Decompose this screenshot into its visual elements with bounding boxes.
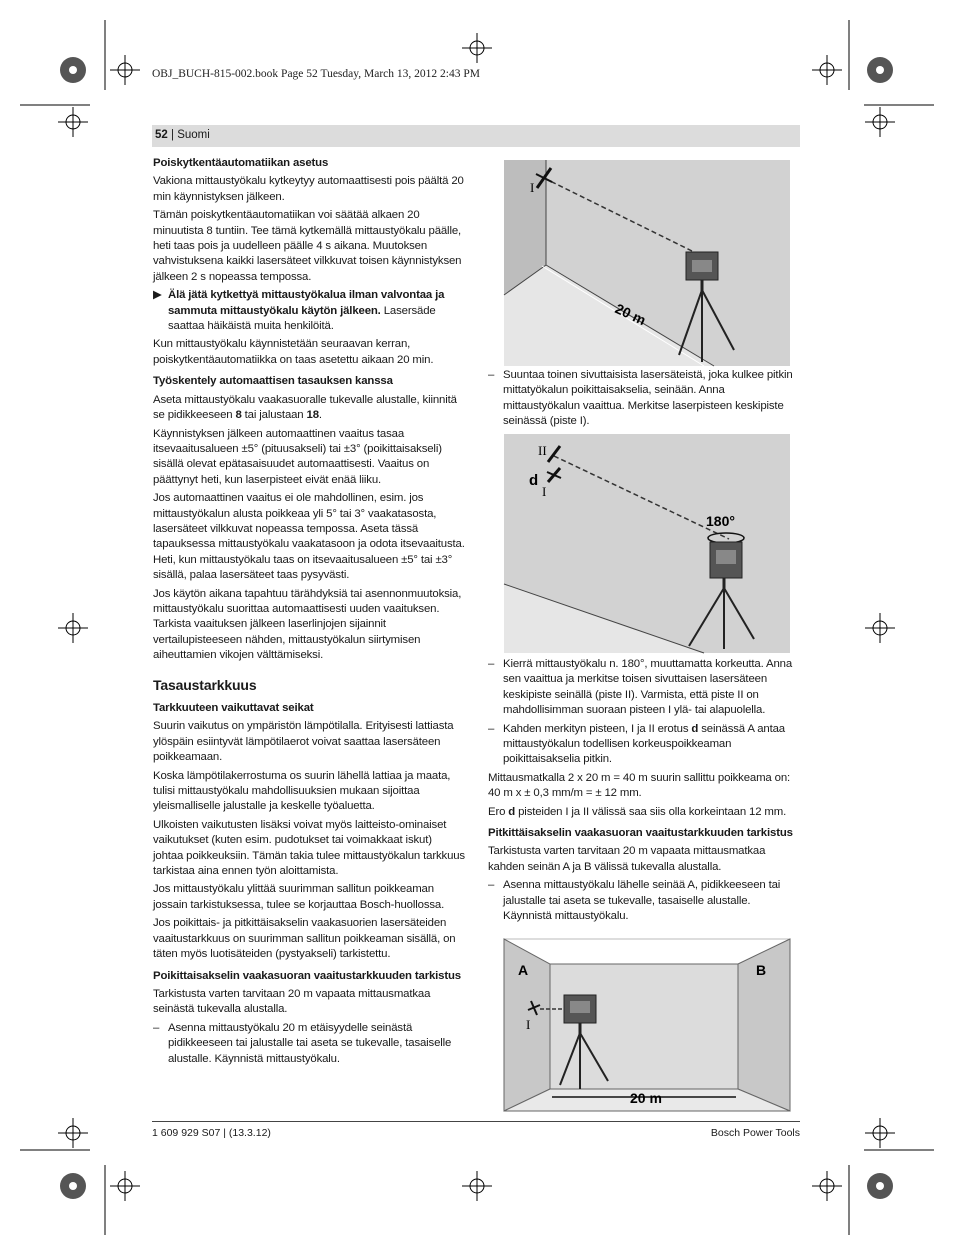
heading-accuracy: Tasaustarkkuus xyxy=(153,676,257,693)
paragraph: Ero d pisteiden I ja II välissä saa siis olla korkeintaan 12 mm. xyxy=(488,805,787,818)
right-column-top xyxy=(488,368,800,430)
distance-label: 20 m xyxy=(630,1090,662,1106)
wall-b-label: B xyxy=(756,962,767,978)
heading-accuracy-factors: Tarkkuuteen vaikuttavat seikat xyxy=(153,702,314,714)
figure-rotate-180 xyxy=(504,434,790,653)
wall-a-label: A xyxy=(518,962,529,978)
step-item: – Suuntaa toinen sivuttaisista lasersäteistä, joka kulkee pitkin mittatyökalun poikittaisakselia, seinään. Anna mittaustyökalun vaaittua. Merkitse laserpisteen keskipiste seinässä (piste I). xyxy=(488,369,793,428)
heading-cross-axis-check: Poikittaisakselin vaakasuoran vaaitustarkkuuden tarkistus xyxy=(153,969,461,982)
step-item: – Kierrä mittaustyökalu n. 180°, muuttamatta korkeutta. Anna sen vaaittua ja merkitse toisen sivuttaisen lasersäteen keskipiste seinällä (piste II). Varmista, että piste II on mahdollisimman suoraan pisteen I ylä- tai alapuolella. xyxy=(488,658,793,717)
paragraph: Vakiona mittaustyökalu kytkeytyy automaattisesti pois päältä 20 min käynnistyksen jälkeen. xyxy=(153,175,464,203)
page-header: 52 | Suomi xyxy=(155,129,210,141)
heading-auto-off: Poiskytkentäautomatiikan asetus xyxy=(153,157,329,169)
footer-doc-number: 1 609 929 S07 | (13.3.12) xyxy=(152,1127,271,1139)
point-label: I xyxy=(530,180,535,195)
footer-brand: Bosch Power Tools xyxy=(710,1127,800,1139)
header-bar xyxy=(152,125,800,147)
paragraph: Tämän poiskytkentäautomatiikan voi säätää alkaen 20 minuutista 8 tuntiin. Tee tämä kytkemällä mittaustyökalu päälle, heti taas pois ja uudelleen päälle 4 s aikana. Muutoksen vahvistuksena kaikki lasersäteet vilkkuvat toisen käynnistyksen jälkeen 2 s nopeassa tempossa. xyxy=(153,209,462,283)
paragraph: Aseta mittaustyökalu vaakasuoralle tukevalle alustalle, kiinnitä se pidikkeeseen 8 tai jalustaan 18. xyxy=(153,393,457,422)
paragraph: Jos poikittais- ja pitkittäisakselin vaakasuorien lasersäteiden vaaitustarkkuus on suurimman sallitun poikkeaman sisällä, on täten myös luotisäteiden (pystyakseli) tarkistettu. xyxy=(153,917,456,961)
point-ii-label: II xyxy=(538,443,547,458)
section-name: Suomi xyxy=(177,129,210,141)
warning-item: ▶ Älä jätä kytkettyä mittaustyökalua ilman valvontaa ja sammuta mittaustyökalu käytön jälkeen. Lasersäde saattaa häikäistä muita henkilöitä. xyxy=(153,288,465,334)
d-label: d xyxy=(529,472,539,489)
arrow-bullet-icon: ▶ xyxy=(153,289,162,302)
figure-two-walls xyxy=(504,939,790,1111)
print-info-line: OBJ_BUCH-815-002.book Page 52 Tuesday, March 13, 2012 2:43 PM xyxy=(152,68,480,80)
right-column-bottom xyxy=(488,657,800,925)
rotation-label: 180° xyxy=(706,513,735,529)
paragraph: Käynnistyksen jälkeen automaattinen vaaitus tasaa itsevaaitusalueen ±5° (pituusakseli) tai ±3° (poikittaisakseli) sisällä olevat epätasaisuudet automaattisesti. Vaaitus on päättynyt heti, kun laserpisteet eivät enää liiku. xyxy=(153,427,442,486)
paragraph: Jos mittaustyökalu ylittää suurimman sallitun poikkeaman jossain tarkistuksessa, tulee se korjauttaa Bosch-huollossa. xyxy=(153,883,445,911)
figure-wall-distance xyxy=(504,160,790,366)
paragraph: Koska lämpötilakerrostuma os suurin lähellä lattiaa ja maata, tulisi mittaustyökalu mahdollisuuksien mukaan sijoittaa yleismalliselle jalustalle ja keskelle työaluetta. xyxy=(153,769,451,813)
point-i-label: I xyxy=(542,484,547,499)
left-column xyxy=(153,156,465,1067)
paragraph: Suurin vaikutus on ympäristön lämpötilalla. Erityisesti lattiasta ylöspäin esiintyvät lämpötilaerot voivat saattaa lasersäteen poikkeamaan. xyxy=(153,720,454,764)
paragraph: Ulkoisten vaikutusten lisäksi voivat myös laitteisto-ominaiset vaikutukset (kuten esim. pudotukset tai voimakkaat iskut) johtaa poikkeuksiin. Tämän takia tulee mittaustyökalun tarkkuus tarkistaa aina ennen työn aloittamista. xyxy=(153,818,465,878)
heading-auto-level: Työskentely automaattisen tasauksen kanssa xyxy=(153,375,393,388)
footer-rule xyxy=(152,1121,800,1122)
heading-long-axis-check: Pitkittäisakselin vaakasuoran vaaitustarkkuuden tarkistus xyxy=(488,827,793,840)
distance-label: 20 m xyxy=(612,300,649,329)
paragraph: Tarkistusta varten tarvitaan 20 m vapaata mittausmatkaa seinästä tukevalla alustalla. xyxy=(153,987,431,1016)
paragraph: Mittausmatkalla 2 x 20 m = 40 m suurin sallittu poikkeama on: 40 m x ± 0,3 mm/m = ± 12 mm. xyxy=(488,771,791,800)
step-item: – Asenna mittaustyökalu lähelle seinää A, pidikkeeseen tai jalustalle tai aseta se tukevalle, tasaiselle alustalle. Käynnistä mittaustyökalu. xyxy=(488,879,781,923)
paragraph: Kun mittaustyökalu käynnistetään seuraavan kerran, poiskytkentäautomatiikka on taas asetettu aikaan 20 min. xyxy=(153,338,434,366)
step-item: – Asenna mittaustyökalu 20 m etäisyydelle seinästä pidikkeeseen tai jalustalle tai aseta se tukevalle, tasaiselle alustalle. Käynnistä mittaustyökalu. xyxy=(153,1021,452,1065)
step-item: – Kahden merkityn pisteen, I ja II erotus d seinässä A antaa mittaustyökalun todellisen korkeuspoikkeaman poikittaisakselia pitkin. xyxy=(488,722,785,766)
paragraph: Jos käytön aikana tapahtuu tärähdyksiä tai asennonmuutoksia, mittaustyökalu suorittaa automaattisesti uuden vaaituksen. Tarkista vaaituksen jälkeen laserlinjojen sijainnit vertailupisteeseen nähden, mittaustyökalun siirtymisen aiheuttamien vikojen välttämiseksi. xyxy=(153,587,462,662)
point-label: I xyxy=(526,1017,531,1032)
paragraph: Tarkistusta varten tarvitaan 20 m vapaata mittausmatkaa kahden seinän A ja B välissä tukevalla alustalla. xyxy=(488,845,766,873)
paragraph: Jos automaattinen vaaitus ei ole mahdollinen, esim. jos mittaustyökalun alusta poikkeaa yli 5° tai 3° vaakatasosta, lasersäteet vilkkuvat nopeassa tempossa. Aseta tässä tapauksessa mittaustyökalu vaakatasoon ja odota itsevaaitusta. Heti, kun mittaustyökalu taas on itsevaaitusalueen ±5° tai ±3° sisällä, palaa lasersäteet taas pysyvästi. xyxy=(153,492,465,582)
page-number: 52 xyxy=(155,129,168,141)
